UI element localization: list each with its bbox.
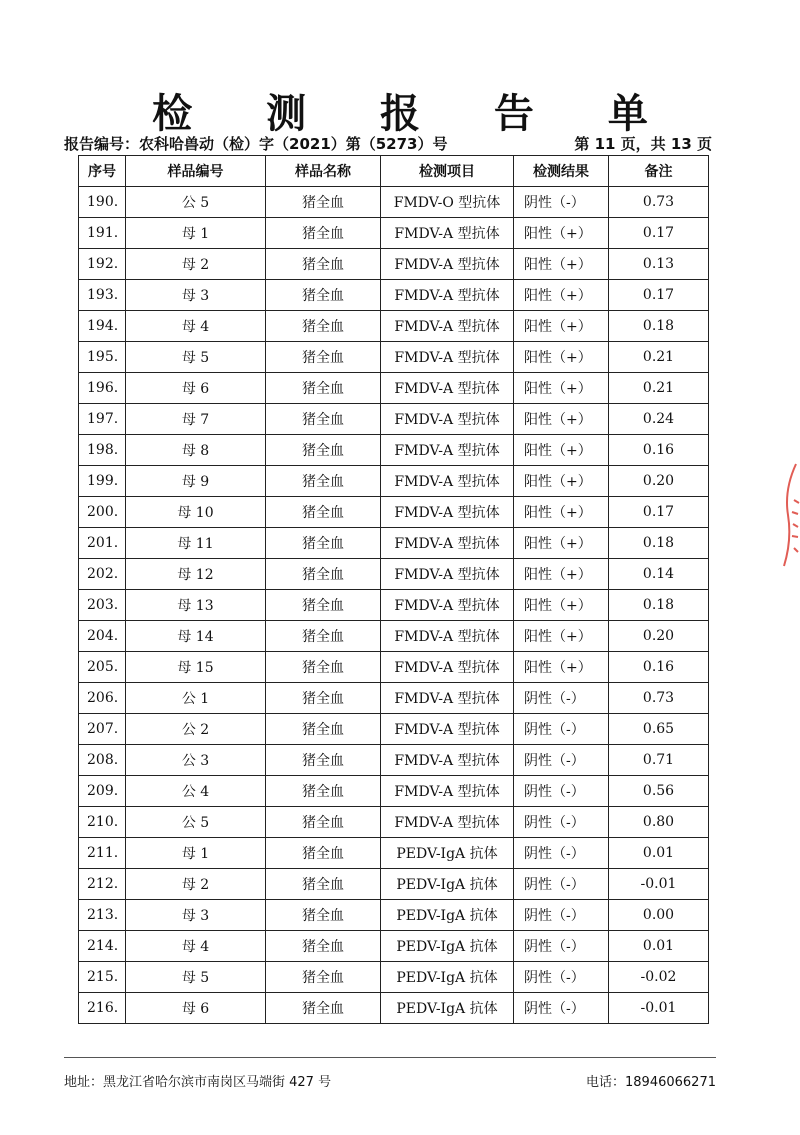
table-row [79, 714, 709, 745]
cell-remark: 0.21 [609, 373, 709, 404]
table-row [79, 373, 709, 404]
cell-test-result: 阴性（-） [514, 683, 609, 714]
cell-sample-name: 猪全血 [266, 342, 381, 373]
table-row [79, 218, 709, 249]
cell-remark: 0.01 [609, 931, 709, 962]
table-row [79, 280, 709, 311]
cell-sample-name: 猪全血 [266, 745, 381, 776]
cell-sample-id: 母 8 [126, 435, 266, 466]
cell-index: 202. [79, 559, 126, 590]
cell-sample-name: 猪全血 [266, 621, 381, 652]
cell-sample-id: 母 2 [126, 869, 266, 900]
cell-test-item: FMDV-A 型抗体 [381, 621, 514, 652]
cell-sample-name: 猪全血 [266, 776, 381, 807]
cell-test-item: FMDV-A 型抗体 [381, 745, 514, 776]
table-row [79, 621, 709, 652]
cell-index: 215. [79, 962, 126, 993]
cell-remark: 0.18 [609, 311, 709, 342]
cell-sample-name: 猪全血 [266, 590, 381, 621]
cell-index: 212. [79, 869, 126, 900]
cell-sample-name: 猪全血 [266, 962, 381, 993]
cell-index: 190. [79, 187, 126, 218]
cell-sample-id: 公 4 [126, 776, 266, 807]
cell-test-result: 阴性（-） [514, 776, 609, 807]
cell-remark: 0.14 [609, 559, 709, 590]
cell-test-result: 阳性（+） [514, 218, 609, 249]
cell-sample-id: 公 5 [126, 807, 266, 838]
cell-sample-name: 猪全血 [266, 218, 381, 249]
cell-test-item: FMDV-A 型抗体 [381, 404, 514, 435]
cell-remark: 0.71 [609, 745, 709, 776]
table-row [79, 776, 709, 807]
cell-remark: 0.21 [609, 342, 709, 373]
header-sample-id: 样品编号 [126, 156, 266, 187]
cell-test-item: FMDV-A 型抗体 [381, 683, 514, 714]
cell-test-result: 阳性（+） [514, 249, 609, 280]
table-header-row [79, 156, 709, 187]
cell-index: 199. [79, 466, 126, 497]
cell-test-result: 阴性（-） [514, 745, 609, 776]
cell-index: 209. [79, 776, 126, 807]
cell-sample-id: 母 11 [126, 528, 266, 559]
report-title: 检 测 报 告 单 [152, 91, 678, 137]
cell-sample-name: 猪全血 [266, 497, 381, 528]
cell-sample-name: 猪全血 [266, 466, 381, 497]
cell-index: 205. [79, 652, 126, 683]
cell-test-result: 阴性（-） [514, 869, 609, 900]
cell-test-item: PEDV-IgA 抗体 [381, 931, 514, 962]
table-row [79, 559, 709, 590]
cell-index: 200. [79, 497, 126, 528]
cell-remark: 0.17 [609, 280, 709, 311]
table-row [79, 652, 709, 683]
cell-index: 197. [79, 404, 126, 435]
table-row [79, 807, 709, 838]
cell-test-item: FMDV-A 型抗体 [381, 280, 514, 311]
cell-index: 213. [79, 900, 126, 931]
cell-remark: 0.17 [609, 218, 709, 249]
cell-test-result: 阴性（-） [514, 900, 609, 931]
cell-test-result: 阴性（-） [514, 962, 609, 993]
cell-sample-name: 猪全血 [266, 249, 381, 280]
cell-index: 193. [79, 280, 126, 311]
cell-sample-id: 母 1 [126, 218, 266, 249]
cell-sample-id: 母 2 [126, 249, 266, 280]
cell-sample-id: 母 7 [126, 404, 266, 435]
cell-test-item: FMDV-A 型抗体 [381, 652, 514, 683]
table-row [79, 931, 709, 962]
cell-remark: 0.20 [609, 466, 709, 497]
cell-test-result: 阳性（+） [514, 559, 609, 590]
table-row [79, 683, 709, 714]
cell-test-result: 阳性（+） [514, 280, 609, 311]
cell-remark: 0.16 [609, 652, 709, 683]
table-row [79, 745, 709, 776]
cell-sample-id: 母 15 [126, 652, 266, 683]
cell-sample-name: 猪全血 [266, 280, 381, 311]
table-row [79, 404, 709, 435]
results-table [78, 155, 709, 1024]
table-row [79, 528, 709, 559]
cell-test-result: 阳性（+） [514, 621, 609, 652]
cell-test-item: FMDV-A 型抗体 [381, 311, 514, 342]
cell-remark: 0.01 [609, 838, 709, 869]
cell-remark: 0.65 [609, 714, 709, 745]
table-row [79, 435, 709, 466]
cell-index: 216. [79, 993, 126, 1024]
cell-test-item: FMDV-A 型抗体 [381, 466, 514, 497]
table-row [79, 497, 709, 528]
cell-remark: 0.73 [609, 683, 709, 714]
cell-test-item: FMDV-A 型抗体 [381, 218, 514, 249]
cell-remark: 0.56 [609, 776, 709, 807]
cell-sample-id: 母 6 [126, 993, 266, 1024]
cell-test-result: 阳性（+） [514, 373, 609, 404]
report-number: 报告编号：农科哈兽动（检）字（2021）第（5273）号 [64, 135, 448, 153]
table-row [79, 342, 709, 373]
cell-test-item: FMDV-A 型抗体 [381, 497, 514, 528]
cell-sample-name: 猪全血 [266, 900, 381, 931]
footer-phone: 电话：18946066271 [586, 1075, 716, 1090]
cell-index: 196. [79, 373, 126, 404]
seal-stamp-edge [778, 460, 800, 570]
cell-index: 201. [79, 528, 126, 559]
cell-test-result: 阴性（-） [514, 931, 609, 962]
cell-test-item: FMDV-A 型抗体 [381, 776, 514, 807]
table-row [79, 187, 709, 218]
cell-test-result: 阳性（+） [514, 311, 609, 342]
cell-test-result: 阴性（-） [514, 993, 609, 1024]
cell-sample-name: 猪全血 [266, 311, 381, 342]
cell-sample-id: 母 12 [126, 559, 266, 590]
cell-test-item: PEDV-IgA 抗体 [381, 869, 514, 900]
cell-remark: 0.13 [609, 249, 709, 280]
cell-sample-id: 母 5 [126, 962, 266, 993]
cell-sample-id: 公 1 [126, 683, 266, 714]
cell-test-item: PEDV-IgA 抗体 [381, 838, 514, 869]
cell-sample-id: 母 6 [126, 373, 266, 404]
cell-test-item: FMDV-A 型抗体 [381, 373, 514, 404]
table-row [79, 900, 709, 931]
cell-sample-name: 猪全血 [266, 559, 381, 590]
cell-index: 208. [79, 745, 126, 776]
cell-index: 207. [79, 714, 126, 745]
cell-remark: 0.17 [609, 497, 709, 528]
table-row [79, 249, 709, 280]
cell-sample-name: 猪全血 [266, 931, 381, 962]
table-row [79, 838, 709, 869]
cell-index: 194. [79, 311, 126, 342]
cell-index: 203. [79, 590, 126, 621]
cell-test-item: PEDV-IgA 抗体 [381, 900, 514, 931]
table-row [79, 962, 709, 993]
cell-sample-name: 猪全血 [266, 838, 381, 869]
cell-remark: 0.80 [609, 807, 709, 838]
cell-test-item: FMDV-A 型抗体 [381, 590, 514, 621]
table-row [79, 466, 709, 497]
cell-test-result: 阳性（+） [514, 466, 609, 497]
cell-sample-id: 母 13 [126, 590, 266, 621]
cell-sample-id: 母 3 [126, 900, 266, 931]
cell-test-result: 阳性（+） [514, 435, 609, 466]
cell-test-item: FMDV-A 型抗体 [381, 342, 514, 373]
cell-index: 198. [79, 435, 126, 466]
cell-remark: -0.01 [609, 869, 709, 900]
table-row [79, 993, 709, 1024]
cell-test-item: PEDV-IgA 抗体 [381, 962, 514, 993]
cell-test-item: PEDV-IgA 抗体 [381, 993, 514, 1024]
cell-index: 191. [79, 218, 126, 249]
header-sample-name: 样品名称 [266, 156, 381, 187]
cell-test-item: FMDV-A 型抗体 [381, 435, 514, 466]
cell-sample-name: 猪全血 [266, 652, 381, 683]
cell-test-item: FMDV-A 型抗体 [381, 807, 514, 838]
cell-sample-name: 猪全血 [266, 714, 381, 745]
table-row [79, 590, 709, 621]
cell-sample-name: 猪全血 [266, 435, 381, 466]
footer-address: 地址：黑龙江省哈尔滨市南岗区马端街 427 号 [64, 1075, 332, 1090]
cell-sample-name: 猪全血 [266, 683, 381, 714]
table-body [79, 187, 709, 1024]
cell-index: 214. [79, 931, 126, 962]
cell-sample-id: 母 10 [126, 497, 266, 528]
cell-index: 192. [79, 249, 126, 280]
cell-index: 211. [79, 838, 126, 869]
cell-index: 204. [79, 621, 126, 652]
cell-remark: 0.00 [609, 900, 709, 931]
cell-test-result: 阳性（+） [514, 342, 609, 373]
cell-sample-id: 母 9 [126, 466, 266, 497]
header-test-result: 检测结果 [514, 156, 609, 187]
cell-sample-name: 猪全血 [266, 373, 381, 404]
cell-test-item: FMDV-A 型抗体 [381, 714, 514, 745]
cell-remark: 0.18 [609, 528, 709, 559]
page-indicator: 第 11 页，共 13 页 [574, 135, 712, 153]
cell-test-result: 阴性（-） [514, 838, 609, 869]
cell-test-item: FMDV-O 型抗体 [381, 187, 514, 218]
cell-sample-id: 公 3 [126, 745, 266, 776]
cell-sample-name: 猪全血 [266, 807, 381, 838]
cell-index: 206. [79, 683, 126, 714]
cell-index: 210. [79, 807, 126, 838]
cell-test-result: 阳性（+） [514, 652, 609, 683]
cell-sample-name: 猪全血 [266, 993, 381, 1024]
cell-sample-id: 母 5 [126, 342, 266, 373]
cell-remark: -0.01 [609, 993, 709, 1024]
cell-test-item: FMDV-A 型抗体 [381, 559, 514, 590]
cell-sample-name: 猪全血 [266, 869, 381, 900]
cell-test-result: 阴性（-） [514, 714, 609, 745]
cell-sample-id: 母 14 [126, 621, 266, 652]
cell-remark: 0.24 [609, 404, 709, 435]
table-row [79, 869, 709, 900]
cell-test-result: 阳性（+） [514, 497, 609, 528]
header-index: 序号 [79, 156, 126, 187]
cell-sample-id: 母 1 [126, 838, 266, 869]
cell-sample-id: 母 3 [126, 280, 266, 311]
cell-remark: 0.73 [609, 187, 709, 218]
cell-sample-id: 公 2 [126, 714, 266, 745]
cell-sample-id: 母 4 [126, 931, 266, 962]
table-row [79, 311, 709, 342]
cell-test-result: 阳性（+） [514, 404, 609, 435]
cell-test-result: 阳性（+） [514, 590, 609, 621]
cell-sample-name: 猪全血 [266, 404, 381, 435]
cell-index: 195. [79, 342, 126, 373]
cell-sample-name: 猪全血 [266, 528, 381, 559]
cell-test-result: 阴性（-） [514, 187, 609, 218]
header-remark: 备注 [609, 156, 709, 187]
cell-test-result: 阳性（+） [514, 528, 609, 559]
cell-test-result: 阴性（-） [514, 807, 609, 838]
cell-test-item: FMDV-A 型抗体 [381, 249, 514, 280]
cell-sample-name: 猪全血 [266, 187, 381, 218]
header-test-item: 检测项目 [381, 156, 514, 187]
cell-test-item: FMDV-A 型抗体 [381, 528, 514, 559]
cell-remark: 0.18 [609, 590, 709, 621]
cell-sample-id: 公 5 [126, 187, 266, 218]
footer-divider [64, 1057, 716, 1058]
cell-remark: 0.20 [609, 621, 709, 652]
cell-remark: -0.02 [609, 962, 709, 993]
cell-sample-id: 母 4 [126, 311, 266, 342]
cell-remark: 0.16 [609, 435, 709, 466]
